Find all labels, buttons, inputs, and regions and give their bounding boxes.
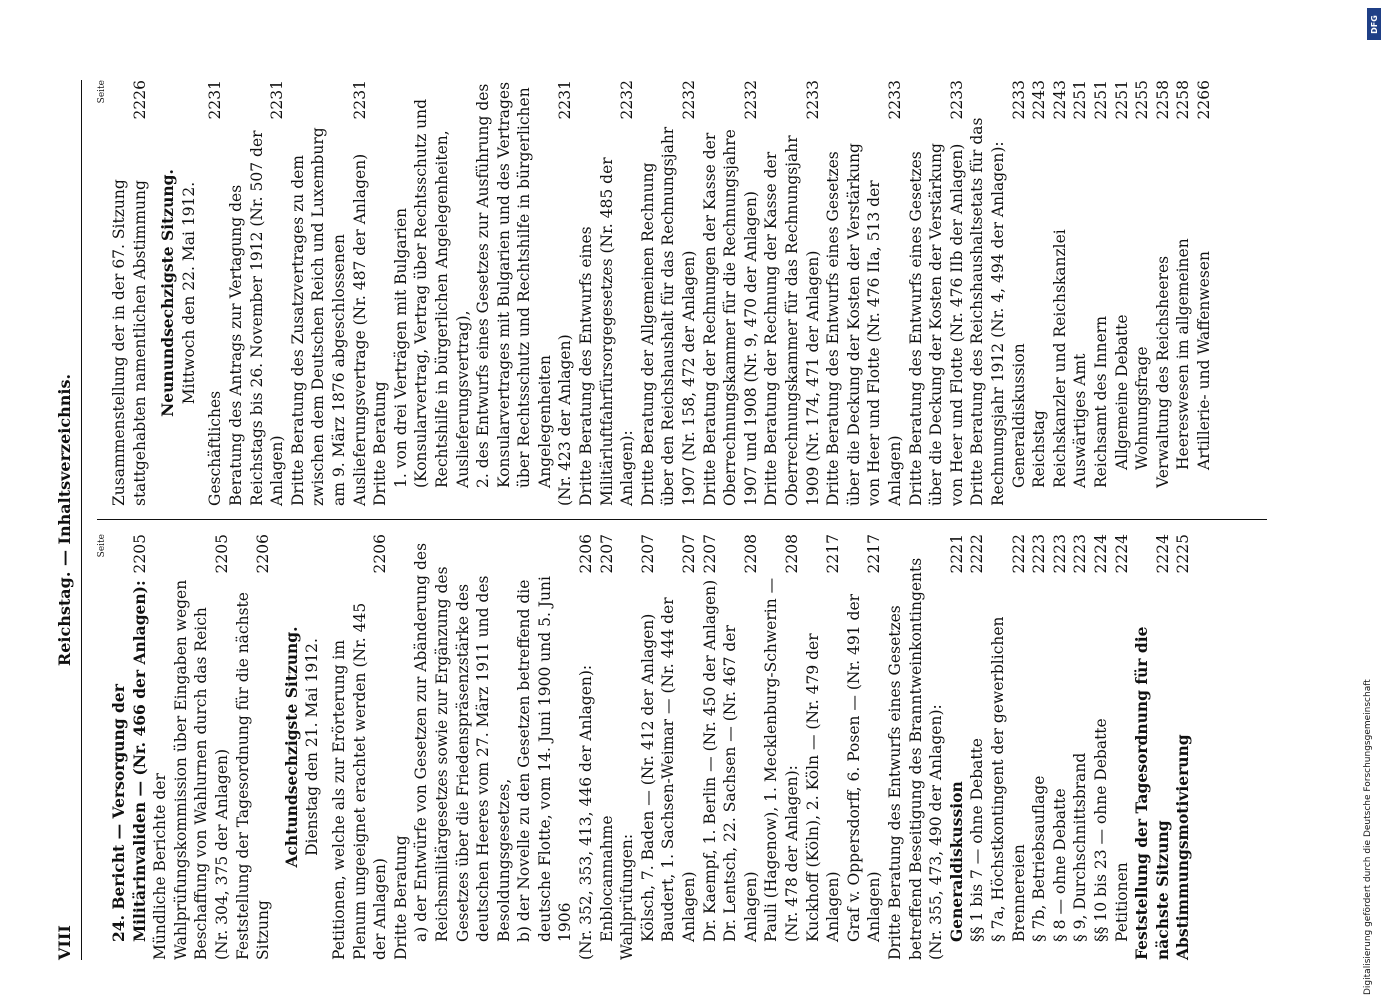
toc-entry: Enblocannahme 2207	[597, 534, 616, 942]
page-number: VIII	[55, 925, 74, 960]
toc-entry: Petitionen, welche als zur Erörterung im Plenum ungeeignet erachtet werden (Nr. 445 der Anlagen) 2206	[329, 534, 390, 960]
header-rule	[81, 80, 82, 960]
toc-entry: Dritte Beratung der Rechnungen der Kasse der Oberrechnungskammer für die Rechnungsjahre 1907 und 1908 (Nr. 9, 470 der Anlagen) 2232	[700, 80, 760, 506]
toc-entry: Feststellung der Tagesordnung für die nächste Sitzung 2206	[233, 534, 273, 960]
toc-entry: b) der Novelle zu den Gesetzen betreffend die deutsche Flotte, vom 14. Juni 1900 und 5. Juni 1906	[515, 576, 575, 942]
toc-entry: a) der Entwürfe von Gesetzen zur Abänderung des Reichsmilitärgesetzes sowie zur Ergänzung des Gesetzes über die Friedenspräsenzstärke des deutschen Heeres vom 27. März 1911 und des Besoldungsgesetzes,	[412, 542, 513, 942]
toc-entry: Dritte Beratung des Reichshaushaltsetats für das Rechnungsjahr 1912 (Nr. 4, 494 der Anlagen):	[968, 117, 1007, 506]
toc-entry: § 9, Durchschnittsbrand 2223	[1071, 534, 1090, 942]
toc-entry: Reichsamt des Innern 2251	[1091, 80, 1110, 488]
toc-entry: Feststellung der Tagesordnung für die nächste Sitzung 2224	[1132, 534, 1172, 960]
toc-entry: Zusammenstellung der in der 67. Sitzung stattgehabten namentlichen Abstimmung 2226	[110, 80, 149, 506]
toc-entry: Dritte Beratung des Zusatzvertrages zu dem zwischen dem Deutschen Reich und Luxemburg am 9. März 1876 abgeschlossenen Auslieferungsvertrage (Nr. 487 der Anlagen) 2231	[288, 80, 369, 506]
toc-entry: Artillerie- und Waffenwesen 2266	[1194, 80, 1213, 470]
toc-entry: Beratung des Antrags zur Vertagung des Reichstags bis 26. November 1912 (Nr. 507 der Anlagen) 2231	[226, 80, 287, 506]
toc-entry: Pauli (Hagenow), 1. Mecklenburg-Schwerin — (Nr. 478 der Anlagen): 2208	[762, 534, 801, 942]
toc-entry: Petitionen 2224	[1112, 534, 1131, 942]
toc-entry: Generaldiskussion 2221	[946, 534, 966, 942]
seite-label: Seite	[97, 534, 107, 558]
toc-entry: Heereswesen im allgemeinen 2258	[1174, 80, 1193, 470]
session-heading: Neunundsechzigste Sitzung.	[158, 169, 178, 417]
toc-entry: §§ 10 bis 23 — ohne Debatte 2224	[1091, 534, 1110, 942]
toc-entry: Kölsch, 7. Baden — (Nr. 412 der Anlagen) 2207	[638, 534, 657, 942]
left-column	[97, 534, 1194, 960]
session-heading: Achtundsechzigste Sitzung.	[281, 626, 301, 868]
toc-entry: (Nr. 423 der Anlagen) 2231	[556, 80, 575, 506]
page-title: Reichstag. — Inhaltsverzeichnis.	[55, 373, 74, 667]
page-header	[53, 80, 77, 960]
toc-entry: § 7a, Höchstkontingent der gewerblichen Brennereien 2222	[988, 534, 1028, 942]
toc-entry: Baudert, 1. Sachsen-Weimar — (Nr. 444 der Anlagen) 2207	[659, 534, 699, 942]
toc-entry: Reichstag 2243	[1030, 80, 1049, 488]
toc-entry: 24. Bericht — Versorgung der Militärinvaliden — (Nr. 466 der Anlagen): 2205	[109, 534, 149, 942]
digitization-credit: Digitalisierung gefördert durch die Deutsche Forschungsgemeinschaft	[1363, 679, 1373, 995]
toc-entry: §§ 1 bis 7 — ohne Debatte 2222	[968, 534, 987, 942]
toc-entry: § 7b, Betriebsauflage 2223	[1030, 534, 1049, 942]
toc-entry: (Nr. 352, 353, 413, 446 der Anlagen): 2206	[577, 534, 596, 960]
toc-entry: Dritte Beratung der Rechnung der Kasse der Oberrechnungskammer für das Rechnungsjahr 1909 (Nr. 174, 471 der Anlagen) 2233	[762, 80, 822, 506]
toc-entry: Dritte Beratung	[391, 835, 410, 960]
toc-entry: § 8 — ohne Debatte 2223	[1050, 534, 1069, 942]
toc-entry: Dritte Beratung des Entwurfs eines Gesetzes über die Deckung der Kosten der Verstärkung von Heer und Flotte (Nr. 476 IIb der Anlagen) 2233	[906, 80, 966, 506]
toc-entry: 2. des Entwurfs eines Gesetzes zur Ausführung des Konsularvertrages mit Bulgarien und des Vertrages über Rechtsschutz und Rechtshilfe in bürgerlichen Angelegenheiten	[474, 81, 554, 488]
toc-entry: Allgemeine Debatte 2251	[1112, 80, 1131, 470]
toc-entry: Reichskanzler und Reichskanzlei 2243	[1050, 80, 1069, 488]
toc-entry: 1. von drei Verträgen mit Bulgarien (Konsularvertrag, Vertrag über Rechtsschutz und Rechtshilfe in bürgerlichen Angelegenheiten, Auslieferungsvertrag),	[391, 98, 472, 488]
toc-entry: Wahlprüfungen:	[618, 833, 637, 960]
toc-entry: Verwaltung des Reichsheeres 2258	[1153, 80, 1172, 488]
toc-entry: Wohnungsfrage 2255	[1133, 80, 1152, 470]
toc-entry: Generaldiskussion 2233	[1009, 80, 1028, 488]
session-date: Mittwoch den 22. Mai 1912.	[179, 181, 198, 405]
toc-entry: Kuckhoff (Köln), 2. Köln — (Nr. 479 der Anlagen) 2217	[803, 534, 843, 942]
toc-entry: Auswärtiges Amt 2251	[1071, 80, 1090, 488]
toc-entry: Graf v. Oppersdorff, 6. Posen — (Nr. 491 der Anlagen) 2217	[844, 534, 884, 942]
toc-entry: Abstimmungsmotivierung 2225	[1173, 534, 1193, 960]
seite-label: Seite	[97, 80, 107, 104]
toc-entry: Dritte Beratung des Entwurfs eines Militärluftfahrfürsorgegesetzes (Nr. 485 der Anlagen): 2232	[577, 80, 637, 506]
page-content	[53, 80, 1303, 960]
dfg-logo: DFG	[1367, 8, 1381, 40]
toc-entry: Geschäftliches 2231	[206, 80, 225, 506]
toc-entry: Dr. Lentsch, 22. Sachsen — (Nr. 467 der Anlagen) 2208	[721, 534, 760, 942]
right-column	[97, 80, 1214, 506]
toc-entry: Dritte Beratung des Entwurfs eines Gesetzes über die Deckung der Kosten der Verstärkung von Heer und Flotte (Nr. 476 IIa, 513 der Anlagen) 2233	[824, 80, 904, 506]
toc-entry: Dritte Beratung des Entwurfs eines Gesetzes betreffend Beseitigung des Branntweinkontingents (Nr. 355, 473, 490 der Anlagen):	[885, 557, 946, 960]
session-date: Dienstag den 21. Mai 1912.	[303, 638, 322, 856]
toc-entry: Dr. Kaempf, 1. Berlin — (Nr. 450 der Anlagen) 2207	[700, 534, 719, 942]
toc-entry: Mündliche Berichte der Wahlprüfungskommission über Eingaben wegen Beschaffung von Wahlurnen durch das Reich (Nr. 304, 375 der Anlagen) 2205	[151, 534, 231, 960]
toc-entry: Dritte Beratung der Allgemeinen Rechnung über den Reichshaushalt für das Rechnungsjahr 1907 (Nr. 158, 472 der Anlagen) 2232	[638, 80, 699, 506]
toc-entry: Dritte Beratung	[371, 381, 390, 506]
column-divider	[97, 519, 1267, 520]
